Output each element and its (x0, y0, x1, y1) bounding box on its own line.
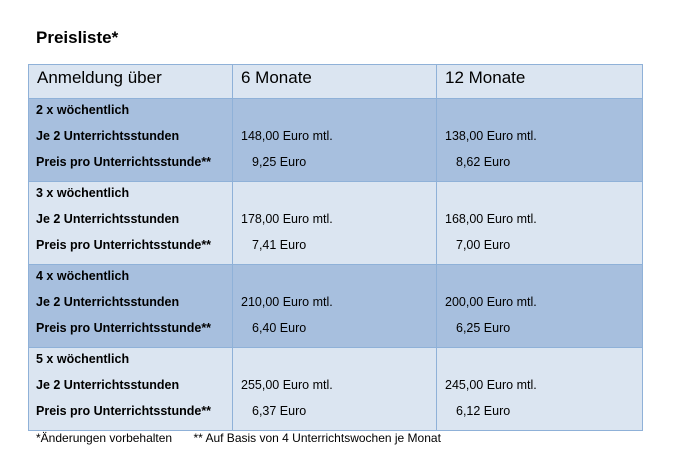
twelve-months-cell (437, 182, 643, 265)
price-per-lesson-label: Preis pro Unterrichtsstunde** (36, 155, 212, 169)
table-header-row (29, 65, 643, 99)
monthly-price: 148,00 Euro mtl. (241, 129, 333, 143)
six-months-cell (233, 99, 437, 182)
footnote-basis: ** Auf Basis von 4 Unterrichtswochen je Monat (193, 431, 441, 445)
monthly-price: 178,00 Euro mtl. (241, 212, 333, 226)
price-per-lesson: 8,62 Euro (456, 155, 511, 169)
lessons-label: Je 2 Unterrichtsstunden (36, 295, 180, 309)
twelve-months-cell (437, 265, 643, 348)
plan-description-cell (29, 182, 233, 265)
header-six-months: 6 Monate (233, 65, 437, 99)
frequency-label: 2 x wöchentlich (36, 103, 130, 117)
footnote-changes: *Änderungen vorbehalten (36, 431, 173, 445)
table-row (29, 99, 643, 182)
frequency-label: 4 x wöchentlich (36, 269, 130, 283)
frequency-label: 3 x wöchentlich (36, 186, 130, 200)
price-per-lesson: 9,25 Euro (252, 155, 307, 169)
header-twelve-months: 12 Monate (437, 65, 643, 99)
monthly-price: 255,00 Euro mtl. (241, 378, 333, 392)
plan-description-cell (29, 348, 233, 431)
page-title: Preisliste* (36, 28, 119, 47)
header-registration: Anmeldung über (29, 65, 233, 99)
lessons-label: Je 2 Unterrichtsstunden (36, 129, 180, 143)
twelve-months-cell (437, 99, 643, 182)
footnotes (36, 430, 441, 446)
price-per-lesson: 6,12 Euro (456, 404, 511, 418)
monthly-price: 138,00 Euro mtl. (445, 129, 537, 143)
lessons-label: Je 2 Unterrichtsstunden (36, 212, 180, 226)
price-table (28, 64, 643, 431)
monthly-price: 200,00 Euro mtl. (445, 295, 537, 309)
price-per-lesson-label: Preis pro Unterrichtsstunde** (36, 238, 212, 252)
lessons-label: Je 2 Unterrichtsstunden (36, 378, 180, 392)
table-row (29, 348, 643, 431)
six-months-cell (233, 265, 437, 348)
twelve-months-cell (437, 348, 643, 431)
price-per-lesson-label: Preis pro Unterrichtsstunde** (36, 321, 212, 335)
frequency-label: 5 x wöchentlich (36, 352, 130, 366)
six-months-cell (233, 182, 437, 265)
price-per-lesson: 6,40 Euro (252, 321, 307, 335)
monthly-price: 168,00 Euro mtl. (445, 212, 537, 226)
table-row (29, 265, 643, 348)
price-per-lesson: 7,41 Euro (252, 238, 307, 252)
six-months-cell (233, 348, 437, 431)
table-row (29, 182, 643, 265)
plan-description-cell (29, 99, 233, 182)
plan-description-cell (29, 265, 233, 348)
monthly-price: 245,00 Euro mtl. (445, 378, 537, 392)
price-per-lesson: 6,37 Euro (252, 404, 307, 418)
price-per-lesson-label: Preis pro Unterrichtsstunde** (36, 404, 212, 418)
price-per-lesson: 7,00 Euro (456, 238, 511, 252)
price-per-lesson: 6,25 Euro (456, 321, 511, 335)
monthly-price: 210,00 Euro mtl. (241, 295, 333, 309)
